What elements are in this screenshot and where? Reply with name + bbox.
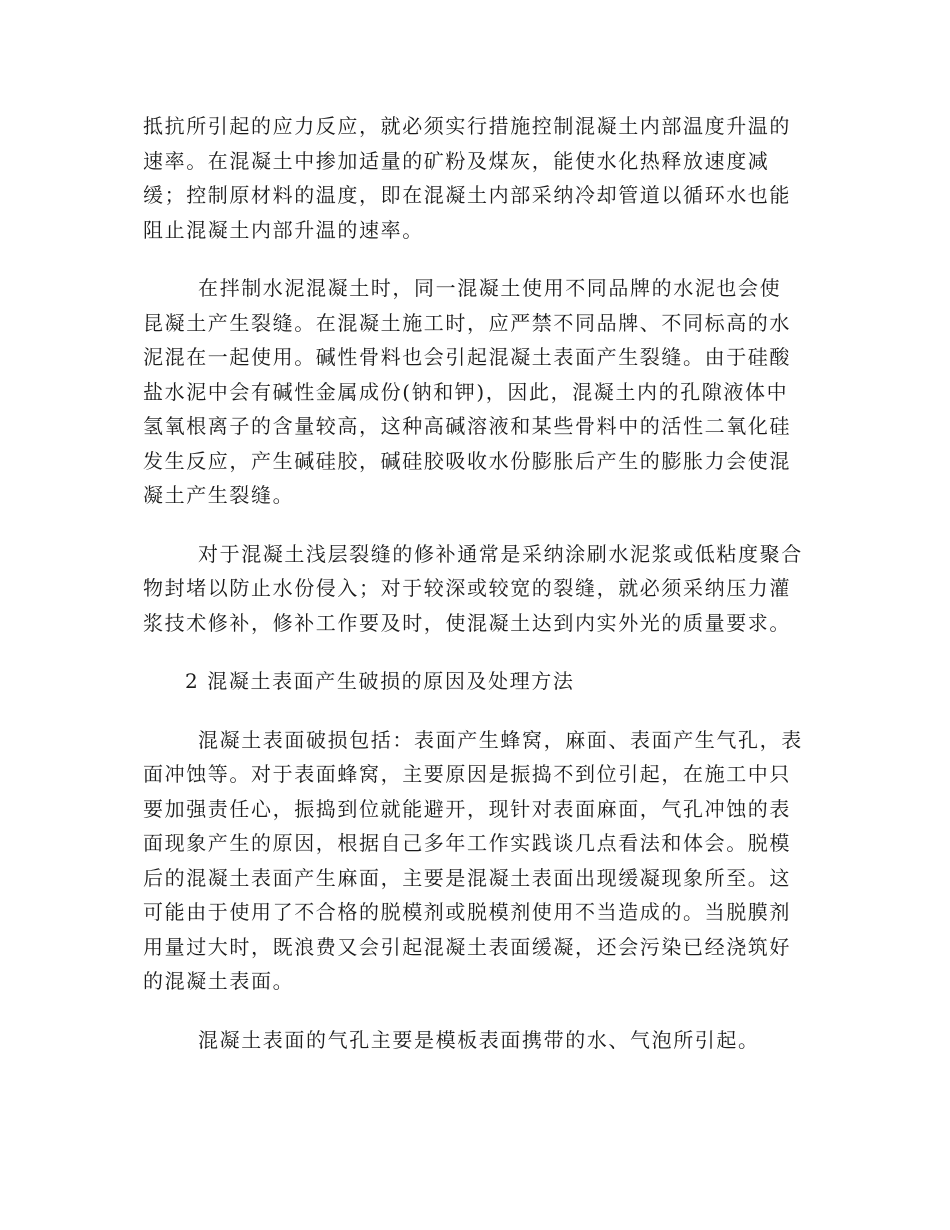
document-body <box>143 109 808 1081</box>
text-line: 速率。在混凝土中掺加适量的矿粉及煤灰，能使水化热释放速度减 <box>143 148 770 173</box>
text-line: 的混凝土表面。 <box>143 969 295 993</box>
text-line: 要加强责任心，振捣到位就能避开，现针对表面麻面，气孔冲蚀的表 <box>143 796 791 821</box>
paragraph-cement-alkali <box>143 271 808 513</box>
section-heading: 2 混凝土表面产生破损的原因及处理方法 <box>185 669 575 693</box>
text-line: 氢氧根离子的含量较高，这种高碱溶液和某些骨料中的活性二氧化硅 <box>143 414 791 438</box>
text-line: 泥混在一起使用。碱性骨料也会引起混凝土表面产生裂缝。由于硅酸 <box>143 345 791 369</box>
text-line: 凝土产生裂缝。 <box>143 483 295 507</box>
text-line: 阻止混凝土内部升温的速率。 <box>143 217 424 242</box>
text-line: 混凝土表面破损包括：表面产生蜂窝，麻面、表面产生气孔，表 <box>198 727 803 752</box>
paragraph-crack-repair <box>143 537 808 641</box>
text-line: 可能由于使用了不合格的脱模剂或脱模剂使用不当造成的。当脱膜剂 <box>143 900 791 924</box>
text-line: 面现象产生的原因，根据自己多年工作实践谈几点看法和体会。脱模 <box>143 831 791 855</box>
text-line: 盐水泥中会有碱性金属成份(钠和钾)，因此，混凝土内的孔隙液体中 <box>143 379 789 404</box>
text-line: 昆凝土产生裂缝。在混凝土施工时，应严禁不同品牌、不同标高的水 <box>143 310 791 335</box>
text-line: 物封堵以防止水份侵入；对于较深或较宽的裂缝，就必须采纳压力灌 <box>143 576 791 600</box>
text-line: 抵抗所引起的应力反应，就必须实行措施控制混凝土内部温度升温的 <box>143 114 791 138</box>
text-line: 对于混凝土浅层裂缝的修补通常是采纳涂刷水泥浆或低粘度聚合 <box>198 541 803 566</box>
text-line: 混凝土表面的气孔主要是模板表面携带的水、气泡所引起。 <box>198 1027 760 1052</box>
text-line: 面冲蚀等。对于表面蜂窝，主要原因是振捣不到位引起，在施工中只 <box>143 762 791 786</box>
paragraph-surface-damage <box>143 723 808 999</box>
text-line: 浆技术修补，修补工作要及时，使混凝土达到内实外光的质量要求。 <box>143 610 791 635</box>
text-line: 发生反应，产生碱硅胶，碱硅胶吸收水份膨胀后产生的膨胀力会使混 <box>143 448 791 473</box>
text-line: 后的混凝土表面产生麻面，主要是混凝土表面出现缓凝现象所至。这 <box>143 865 791 890</box>
paragraph-temperature-control <box>143 109 808 247</box>
text-line: 缓；控制原材料的温度，即在混凝土内部采纳冷却管道以循环水也能 <box>143 183 791 207</box>
paragraph-surface-pores <box>143 1023 808 1058</box>
text-line: 在拌制水泥混凝土时，同一混凝土使用不同品牌的水泥也会使 <box>198 276 782 300</box>
text-line: 用量过大时，既浪费又会引起混凝土表面缓凝，还会污染已经浇筑好 <box>143 934 791 959</box>
